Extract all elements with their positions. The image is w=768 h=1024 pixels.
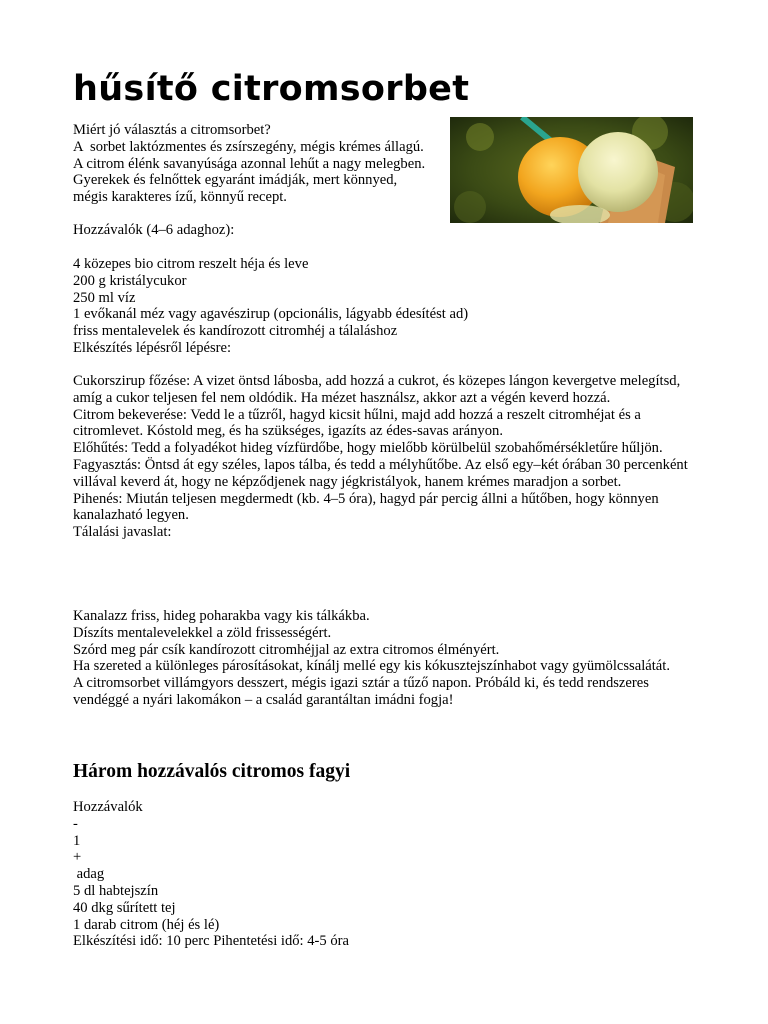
step-item: Előhűtés: Tedd a folyadékot hideg vízfürdőbe, hogy mielőbb körülbelül szobahőmérsékletűre hűljön. bbox=[73, 440, 663, 457]
ingredients-heading-block bbox=[73, 222, 698, 239]
serving-count: 1 bbox=[73, 832, 81, 849]
ingredient-item: 40 dkg sűrített tej bbox=[73, 899, 176, 916]
ingredient-item: friss mentalevelek és kandírozott citromhéj a tálaláshoz bbox=[73, 323, 398, 340]
step-item: Pihenés: Miután teljesen megdermedt (kb. 4–5 óra), hagyd pár percig állni a hűtőben, hogy könnyen kanalazható legyen. bbox=[73, 490, 659, 524]
steps-list bbox=[73, 373, 698, 541]
serving-item: Ha szereted a különleges párosításokat, kínálj mellé egy kis kókusztejszínhabot vagy gyümölcssalátát. bbox=[73, 658, 670, 675]
ingredient-item: 250 ml víz bbox=[73, 289, 136, 306]
intro-line: A sorbet laktózmentes és zsírszegény, mégis krémes állagú. bbox=[73, 138, 424, 155]
intro-paragraph bbox=[73, 122, 448, 206]
closing-paragraph: A citromsorbet villámgyors desszert, mégis igazi sztár a tűző napon. Próbáld ki, és tedd rendszeres vendéggé a nyári lakomákon – a család garantáltan imádni fogja! bbox=[73, 675, 649, 708]
ingredients-list bbox=[73, 256, 698, 357]
page-title: hűsítő citromsorbet bbox=[73, 69, 470, 109]
intro-line: Miért jó választás a citromsorbet? bbox=[73, 122, 271, 138]
serving-item: Kanalazz friss, hideg poharakba vagy kis tálkákba. bbox=[73, 608, 370, 624]
intro-line: Gyerekek és felnőttek egyaránt imádják, mert könnyed, bbox=[73, 172, 398, 189]
ingredient-item: 4 közepes bio citrom reszelt héja és leve bbox=[73, 256, 309, 272]
second-recipe-list bbox=[73, 799, 698, 950]
intro-line: A citrom élénk savanyúsága azonnal lehűt a nagy melegben. bbox=[73, 155, 426, 172]
serving-increase-button[interactable]: + bbox=[73, 849, 82, 866]
step-item: Cukorszirup főzése: A vizet öntsd lábosba, add hozzá a cukrot, és közepes lángon kevergetve melegítsd, amíg a cukor teljesen fel nem oldódik. Ha mézet használsz, akkor azt a végén keverd hozzá. bbox=[73, 373, 681, 406]
serving-list bbox=[73, 608, 698, 709]
ingredients-heading: Hozzávalók (4–6 adaghoz): bbox=[73, 222, 235, 238]
serving-item: Szórd meg pár csík kandírozott citromhéjjal az extra citromos élményért. bbox=[73, 641, 500, 658]
ingredient-item: 1 darab citrom (héj és lé) bbox=[73, 916, 220, 933]
method-heading: Elkészítés lépésről lépésre: bbox=[73, 339, 232, 356]
second-recipe-heading: Hozzávalók bbox=[73, 799, 143, 815]
serving-unit: adag bbox=[73, 866, 105, 883]
serving-decrease-button[interactable]: - bbox=[73, 815, 78, 832]
serving-heading: Tálalási javaslat: bbox=[73, 524, 172, 541]
step-item: Citrom bekeverése: Vedd le a tűzről, hagyd kicsit hűlni, majd add hozzá a reszelt citromhéjat és a citromlevet. Kóstold meg, és ha szükséges, igazíts az édes-savas arányon. bbox=[73, 406, 641, 440]
sorbet-photo bbox=[450, 117, 693, 223]
time-info: Elkészítési idő: 10 perc Pihentetési idő: 4-5 óra bbox=[73, 933, 349, 950]
ingredient-item: 5 dl habtejszín bbox=[73, 882, 159, 899]
ingredient-item: 200 g kristálycukor bbox=[73, 272, 187, 289]
serving-item: Díszíts mentalevelekkel a zöld frissességért. bbox=[73, 624, 332, 641]
ingredient-item: 1 evőkanál méz vagy agavészirup (opcionális, lágyabb édesítést ad) bbox=[73, 306, 469, 323]
section-subtitle: Három hozzávalós citromos fagyi bbox=[73, 761, 351, 782]
intro-line: mégis karakteres ízű, könnyű recept. bbox=[73, 189, 287, 206]
step-item: Fagyasztás: Öntsd át egy széles, lapos tálba, és tedd a mélyhűtőbe. Az első egy–két órában 30 percenként villával keverd át, hogy ne képződjenek nagy jégkristályok, hanem krémes maradjon a sorbet. bbox=[73, 456, 688, 490]
